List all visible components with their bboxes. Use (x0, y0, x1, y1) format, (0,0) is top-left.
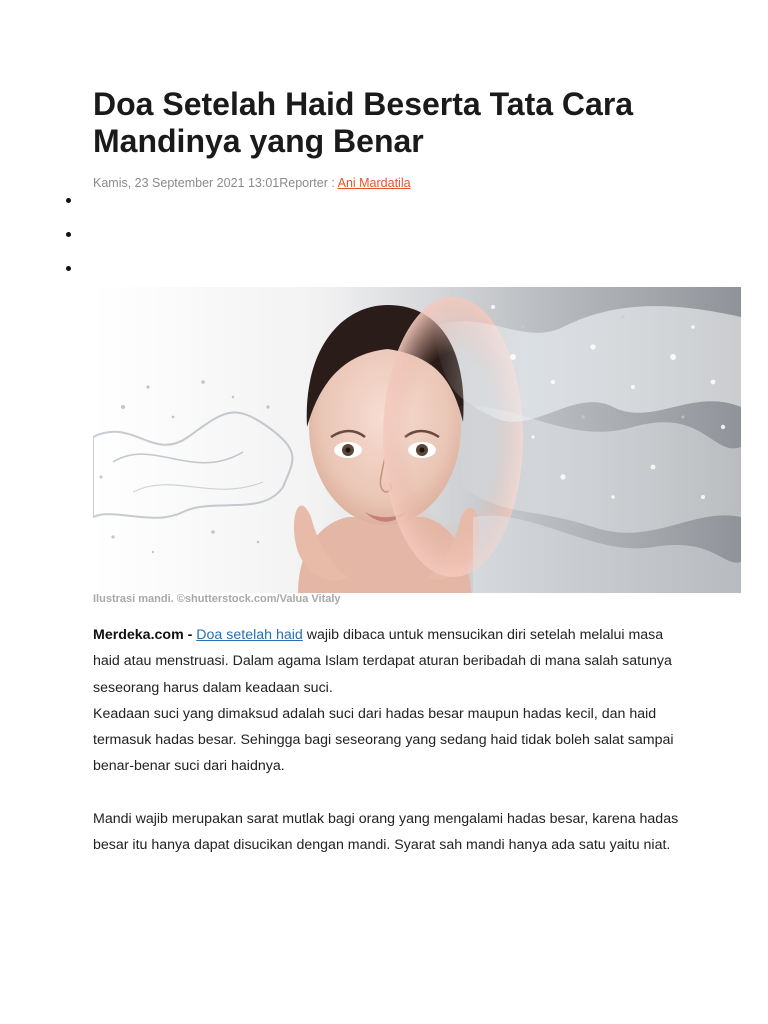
bullet-item[interactable] (62, 258, 72, 292)
doa-setelah-haid-link[interactable]: Doa setelah haid (196, 627, 303, 643)
bullet-item[interactable] (62, 224, 72, 258)
paragraph-1 (93, 622, 693, 701)
article-body (93, 622, 693, 858)
article-header (93, 86, 743, 192)
reporter-link[interactable]: Ani Mardatila (337, 176, 411, 190)
paragraph-3: Mandi wajib merupakan sarat mutlak bagi orang yang mengalami hadas besar, karena hadas besar itu hanya dapat disucikan dengan mandi. Syarat sah mandi hanya ada satu yaitu niat. (93, 810, 679, 854)
bullet-dot-icon (66, 198, 71, 203)
paragraph-2: Keadaan suci yang dimaksud adalah suci dari hadas besar maupun hadas kecil, dan haid termasuk hadas besar. Sehingga bagi seseorang yang sedang haid tidak boleh salat sampai benar-benar suci dari haidnya. (93, 705, 674, 775)
reporter-label: Reporter : (279, 176, 338, 190)
bullet-dot-icon (66, 232, 71, 237)
source-label: Merdeka.com - (93, 627, 197, 643)
image-caption: Ilustrasi mandi. ©shutterstock.com/Valua Vitaly (93, 593, 341, 605)
hero-illustration (93, 287, 741, 593)
bullet-item[interactable] (62, 190, 72, 224)
paragraph-1-text: wajib dibaca untuk mensucikan diri setelah melalui masa haid atau menstruasi. Dalam agama Islam terdapat aturan beribadah di mana salah satunya seseorang harus dalam keadaan suci. (93, 627, 672, 696)
hero-image (93, 287, 741, 593)
bullet-dot-icon (66, 266, 71, 271)
share-bullet-list (62, 190, 72, 292)
article-title: Doa Setelah Haid Beserta Tata Cara Mandinya yang Benar (93, 86, 634, 159)
paragraph-spacer (93, 780, 693, 806)
article-meta (93, 176, 743, 192)
article-date: Kamis, 23 September 2021 13:01 (93, 176, 280, 190)
